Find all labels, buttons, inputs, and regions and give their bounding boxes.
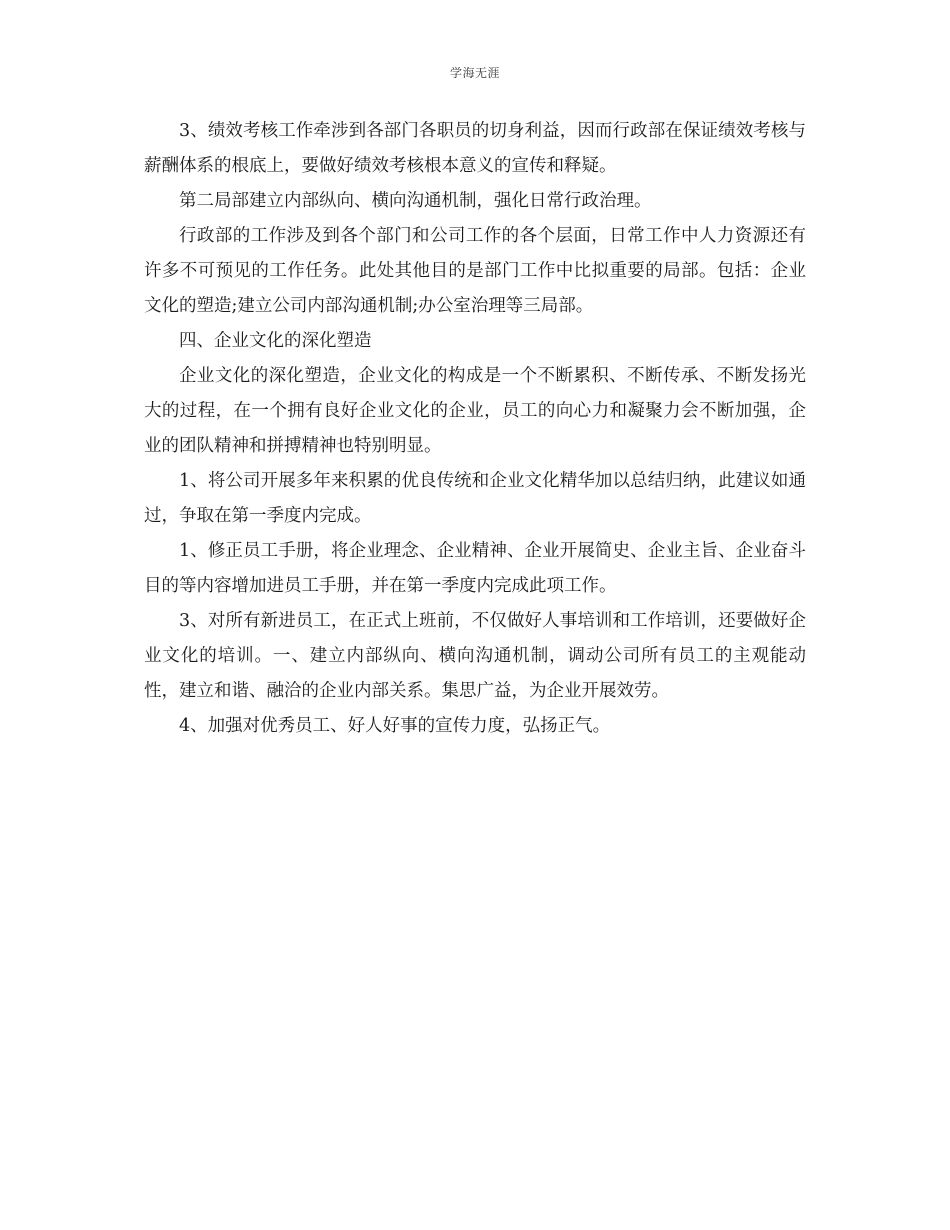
list-item-3-new-employee-training: 3、对所有新进员工，在正式上班前，不仅做好人事培训和工作培训，还要做好企业文化的培训。一、建立内部纵向、横向沟通机制，调动公司所有员工的主观能动性，建立和谐、融洽的企业内部关系。集思广益，为企业开展效劳。 [144,611,806,701]
list-item-1-revise-handbook: 1、修正员工手册，将企业理念、企业精神、企业开展简史、企业主旨、企业奋斗目的等内容增加进员工手册，并在第一季度内完成此项工作。 [144,541,806,596]
document-body [144,114,806,744]
list-item-1-summarize-traditions: 1、将公司开展多年来积累的优良传统和企业文化精华加以总结归纳，此建议如通过，争取在第一季度内完成。 [144,471,806,526]
paragraph-admin-scope: 行政部的工作涉及到各个部门和公司工作的各个层面，日常工作中人力资源还有许多不可预见的工作任务。此处其他目的是部门工作中比拟重要的局部。包括：企业文化的塑造;建立公司内部沟通机制;办公室治理等三局部。 [144,226,806,316]
page-header: 学海无涯 [449,66,500,80]
list-item-4-promote-excellence: 4、加强对优秀员工、好人好事的宣传力度，弘扬正气。 [179,716,611,736]
paragraph-corporate-culture: 企业文化的深化塑造，企业文化的构成是一个不断累积、不断传承、不断发扬光大的过程，在一个拥有良好企业文化的企业，员工的向心力和凝聚力会不断加强，企业的团队精神和拼搏精神也特别明显。 [144,366,806,456]
paragraph-performance-review: 3、绩效考核工作牵涉到各部门各职员的切身利益，因而行政部在保证绩效考核与薪酬体系的根底上，要做好绩效考核根本意义的宣传和释疑。 [144,121,806,176]
section-heading-corporate-culture: 四、企业文化的深化塑造 [179,331,372,351]
paragraph-section-two-heading: 第二局部建立内部纵向、横向沟通机制，强化日常行政治理。 [179,191,652,211]
